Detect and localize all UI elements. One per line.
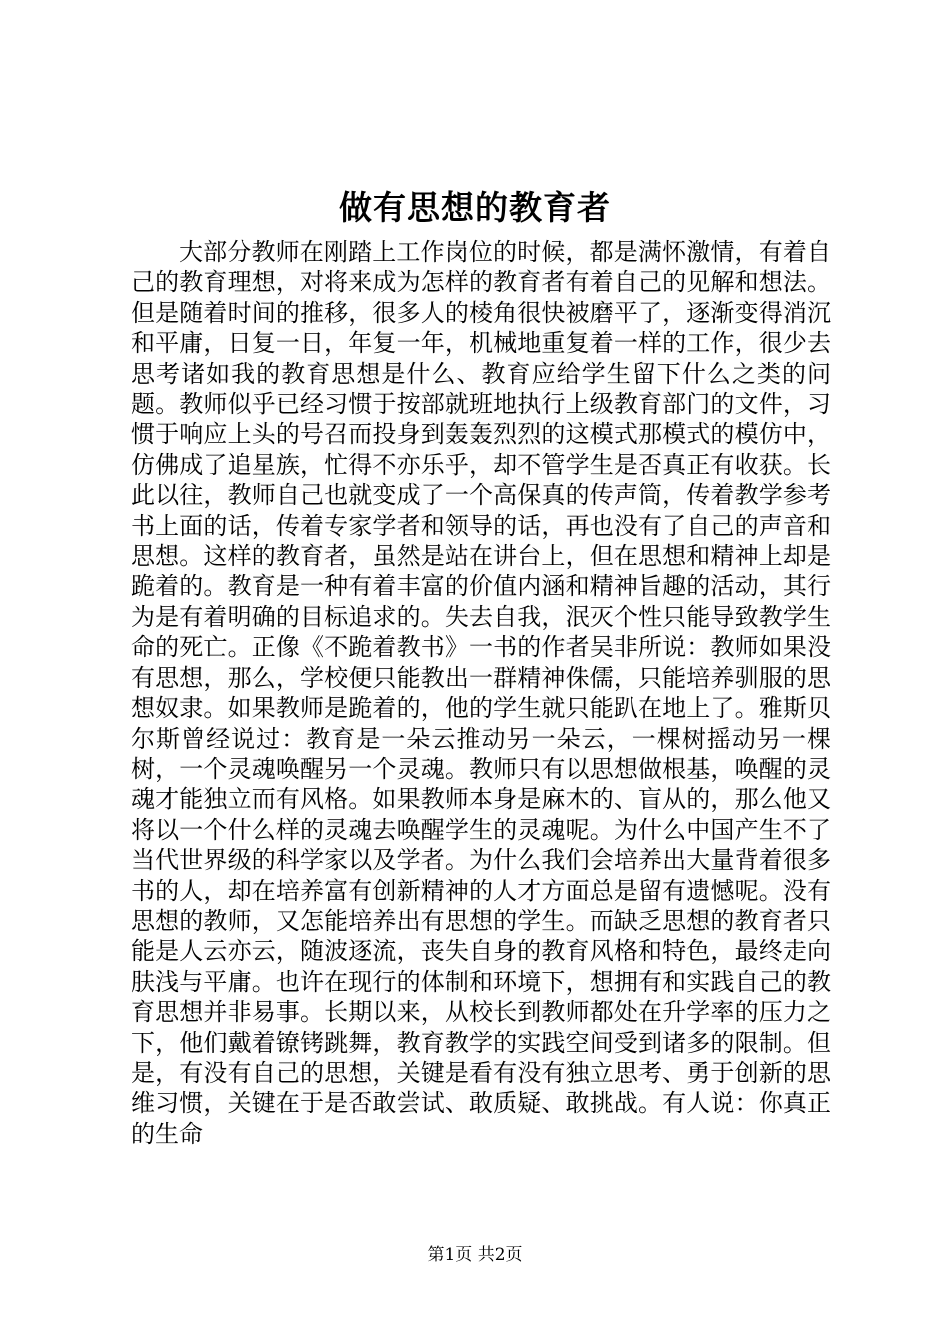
document-title: 做有思想的教育者 <box>339 188 611 227</box>
document-body-paragraph: 大部分教师在刚踏上工作岗位的时候，都是满怀激情，有着自己的教育理想，对将来成为怎样的教育者有着自己的见解和想法。但是随着时间的推移，很多人的棱角很快被磨平了，逐渐变得消沉和平庸，日复一日，年复一年，机械地重复着一样的工作，很少去思考诸如我的教育思想是什么、教育应给学生留下什么之类的问题。教师似乎已经习惯于按部就班地执行上级教育部门的文件，习惯于响应上头的号召而投身到轰轰烈烈的这模式那模式的模仿中，仿佛成了追星族，忙得不亦乐乎，却不管学生是否真正有收获。长此以往，教师自己也就变成了一个高保真的传声筒，传着教学参考书上面的话，传着专家学者和领导的话，再也没有了自己的声音和思想。这样的教育者，虽然是站在讲台上，但在思想和精神上却是跪着的。教育是一种有着丰富的价值内涵和精神旨趣的活动，其行为是有着明确的目标追求的。失去自我，泯灭个性只能导致教学生命的死亡。正像《不跪着教书》一书的作者吴非所说：教师如果没有思想，那么，学校便只能教出一群精神侏儒，只能培养驯服的思想奴隶。如果教师是跪着的，他的学生就只能趴在地上了。雅斯贝尔斯曾经说过：教育是一朵云推动另一朵云，一棵树摇动另一棵树，一个灵魂唤醒另一个灵魂。教师只有以思想做根基，唤醒的灵魂才能独立而有风格。如果教师本身是麻木的、盲从的，那么他又将以一个什么样的灵魂去唤醒学生的灵魂呢。为什么中国产生不了当代世界级的科学家以及学者。为什么我们会培养出大量背着很多书的人，却在培养富有创新精神的人才方面总是留有遗憾呢。没有思想的教师，又怎能培养出有思想的学生。而缺乏思想的教育者只能是人云亦云，随波逐流，丧失自身的教育风格和特色，最终走向肤浅与平庸。也许在现行的体制和环境下，想拥有和实践自己的教育思想并非易事。长期以来，从校长到教师都处在升学率的压力之下，他们戴着镣铐跳舞，教育教学的实践空间受到诸多的限制。但是，有没有自己的思想，关键是看有没有独立思考、勇于创新的思维习惯，关键在于是否敢尝试、敢质疑、敢挑战。有人说：你真正的生命 <box>131 238 831 1148</box>
page-number-footer: 第1页 共2页 <box>427 1245 523 1265</box>
